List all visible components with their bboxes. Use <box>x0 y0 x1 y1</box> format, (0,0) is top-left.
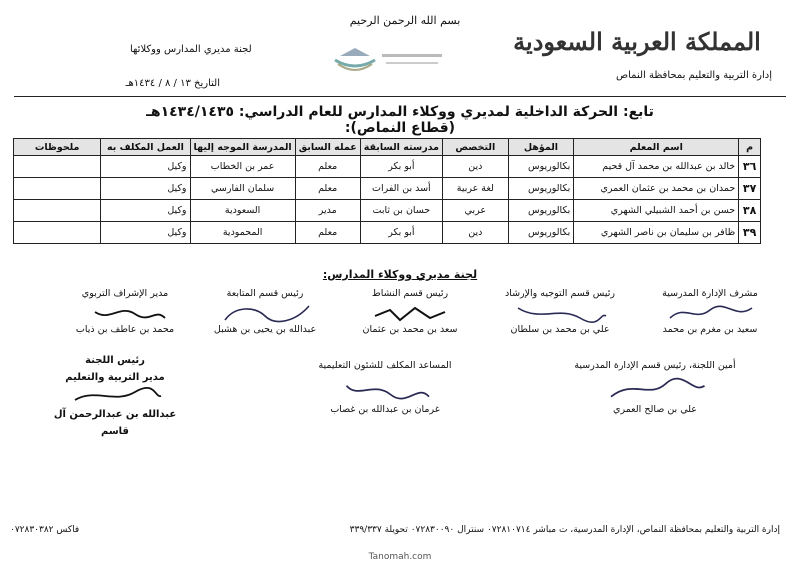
committee-left: لجنة مديري المدارس ووكلائها <box>130 44 252 55</box>
signatory-name: غرمان بن عبدالله بن غصاب <box>330 404 440 415</box>
header-divider <box>14 96 786 97</box>
teacher-name: حسن بن أحمد الشبيلي الشهري <box>574 200 739 222</box>
handwritten-signature <box>490 302 630 324</box>
handwritten-signature <box>55 302 195 324</box>
committee-title: لجنة مديري ووكلاء المدارس: <box>322 268 478 281</box>
target-school: السعودية <box>190 200 295 222</box>
previous-job: معلم <box>295 156 360 178</box>
assigned-job: وكيل <box>101 222 190 244</box>
signatory-role: رئيس قسم المتابعة <box>226 288 304 299</box>
specialty: دين <box>443 222 508 244</box>
col-header: التخصص <box>443 139 508 156</box>
signatory-role: مشرف الإدارة المدرسية <box>662 288 758 299</box>
previous-school: أبو بكر <box>360 222 442 244</box>
col-header: اسم المعلم <box>574 139 739 156</box>
handwritten-signature <box>290 374 480 404</box>
signature-block <box>490 288 630 338</box>
watermark: Tanomah.com <box>368 552 432 562</box>
notes <box>14 222 101 244</box>
signatory-name: محمد بن عاطف بن ذياب <box>75 324 175 335</box>
previous-job: مدير <box>295 200 360 222</box>
target-school: المحمودية <box>190 222 295 244</box>
handwritten-signature <box>640 302 780 324</box>
signature-block <box>55 288 195 338</box>
teacher-name: ظافر بن سليمان بن ناصر الشهري <box>574 222 739 244</box>
footer-contact: إدارة التربية والتعليم بمحافظة النماص، الإدارة المدرسية، ت مباشر ٠٧٢٨١٠٧١٤ سنترال ٠٧٢٨٣٠٠٩٠ تحويلة ٣٣٩/٣٣٧ <box>349 525 780 535</box>
signatory-role: أمين اللجنة، رئيس قسم الإدارة المدرسية <box>574 360 736 371</box>
letterhead-right <box>502 28 772 81</box>
notes <box>14 178 101 200</box>
handwritten-signature <box>340 302 480 324</box>
admin-name: إدارة التربية والتعليم بمحافظة النماص <box>616 70 772 81</box>
qualification: بكالوريوس <box>508 156 574 178</box>
signatory-name: عبدالله بن يحيى بن هشبل <box>213 324 317 335</box>
row-number: ٣٧ <box>739 178 761 200</box>
qualification: بكالوريوس <box>508 200 574 222</box>
signature-block <box>340 288 480 338</box>
col-header: العمل المكلف به <box>101 139 190 156</box>
specialty: لغة عربية <box>443 178 508 200</box>
footer <box>10 523 780 537</box>
handwritten-signature <box>195 302 335 324</box>
teachers-table <box>13 138 761 244</box>
kingdom-title: المملكة العربية السعودية <box>513 27 761 56</box>
signatory-name: علي بن محمد بن سلطان <box>510 324 610 335</box>
col-header: مدرسته السابقة <box>360 139 442 156</box>
target-school: عمر بن الخطاب <box>190 156 295 178</box>
previous-job: معلم <box>295 178 360 200</box>
document-title: تابع: الحركة الداخلية لمديري ووكلاء المدارس للعام الدراسي: ١٤٣٤/١٤٣٥هـ (قطاع النماص): <box>146 104 654 136</box>
col-header: المدرسة الموجه إليها <box>190 139 295 156</box>
notes <box>14 156 101 178</box>
footer-fax: فاكس ٠٧٢٨٣٠٣٨٢ <box>10 525 80 535</box>
notes <box>14 200 101 222</box>
col-header: ملحوظات <box>14 139 101 156</box>
signatory-name: سعد بن محمد بن عثمان <box>362 324 458 335</box>
previous-job: معلم <box>295 222 360 244</box>
signature-block <box>560 360 750 418</box>
row-number: ٣٨ <box>739 200 761 222</box>
committee-chair <box>40 352 190 440</box>
signature-block <box>290 360 480 418</box>
handwritten-signature <box>40 386 190 406</box>
signatory-role: المساعد المكلف للشئون التعليمية <box>318 360 452 371</box>
previous-school: أسد بن الفرات <box>360 178 442 200</box>
basmala: بسم الله الرحمن الرحيم <box>349 14 461 27</box>
signature-block <box>640 288 780 338</box>
chair-role: رئيس اللجنة <box>85 355 145 366</box>
target-school: سلمان الفارسي <box>190 178 295 200</box>
signature-block <box>195 288 335 338</box>
signatory-name: سعيد بن مغرم بن محمد <box>662 324 758 335</box>
chair-title: مدير التربية والتعليم <box>65 372 165 383</box>
signatory-role: رئيس قسم التوجيه والإرشاد <box>504 288 616 299</box>
signatory-role: رئيس قسم النشاط <box>371 288 449 299</box>
qualification: بكالوريوس <box>508 178 574 200</box>
table-row <box>14 178 761 200</box>
ministry-logo <box>320 42 460 80</box>
assigned-job: وكيل <box>101 200 190 222</box>
col-header: عمله السابق <box>295 139 360 156</box>
col-header: م <box>739 139 761 156</box>
signatory-name: علي بن صالح العمري <box>613 404 697 415</box>
specialty: دين <box>443 156 508 178</box>
table-row <box>14 222 761 244</box>
row-number: ٣٩ <box>739 222 761 244</box>
teacher-name: خالد بن عبدالله بن محمد آل قحيم <box>574 156 739 178</box>
handwritten-signature <box>560 374 750 404</box>
table-header-row <box>14 139 761 156</box>
previous-school: أبو بكر <box>360 156 442 178</box>
assigned-job: وكيل <box>101 178 190 200</box>
signatory-role: مدير الإشراف التربوي <box>81 288 169 299</box>
table-row <box>14 200 761 222</box>
teacher-name: حمدان بن محمد بن عثمان العمري <box>574 178 739 200</box>
chair-name: عبدالله بن عبدالرحمن آل قاسم <box>53 409 177 437</box>
previous-school: حسان بن ثابت <box>360 200 442 222</box>
row-number: ٣٦ <box>739 156 761 178</box>
assigned-job: وكيل <box>101 156 190 178</box>
qualification: بكالوريوس <box>508 222 574 244</box>
document-date: التاريخ ١٣ / ٨ / ١٤٣٤هـ <box>125 78 220 89</box>
col-header: المؤهل <box>508 139 574 156</box>
table-row <box>14 156 761 178</box>
specialty: عربي <box>443 200 508 222</box>
